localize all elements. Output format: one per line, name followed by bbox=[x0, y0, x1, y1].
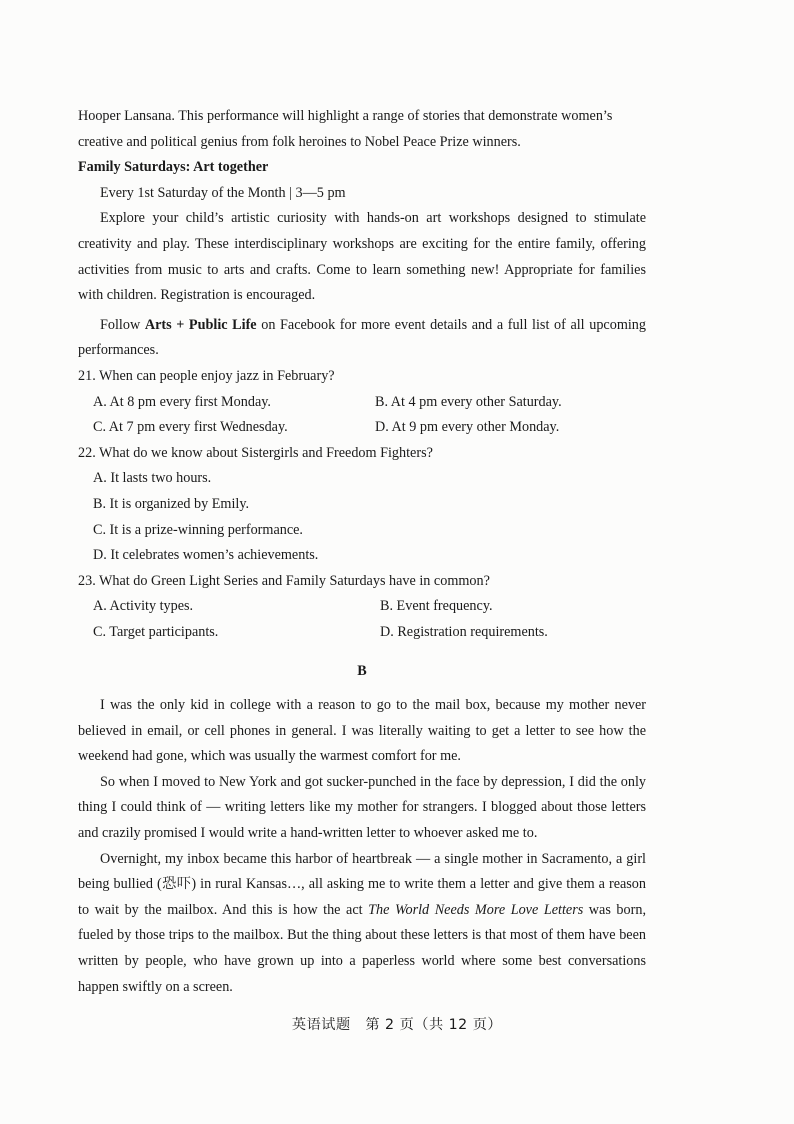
question-23-option-a: A. Activity types. bbox=[93, 598, 194, 615]
question-23-option-d: D. Registration requirements. bbox=[380, 623, 548, 640]
question-23-stem: 23. What do Green Light Series and Family Saturdays have in common? bbox=[78, 572, 490, 589]
question-21-stem: 21. When can people enjoy jazz in February? bbox=[78, 367, 335, 384]
intro-line-2: creative and political genius from folk heroines to Nobel Peace Prize winners. bbox=[78, 133, 521, 150]
question-22-option-a: A. It lasts two hours. bbox=[93, 470, 212, 487]
question-21-option-d: D. At 9 pm every other Monday. bbox=[375, 419, 560, 436]
question-21-option-a: A. At 8 pm every first Monday. bbox=[93, 393, 271, 410]
section-b-title: B bbox=[357, 663, 367, 680]
follow-paragraph bbox=[78, 313, 646, 364]
section-b-paragraph-3-title: The World Needs More Love Letters bbox=[368, 901, 584, 918]
section-b-paragraph-3 bbox=[78, 847, 646, 1001]
page-content bbox=[78, 104, 646, 1000]
follow-brand: Arts + Public Life bbox=[144, 316, 257, 333]
question-23-options-row-2 bbox=[78, 620, 646, 646]
question-22-stem: 22. What do we know about Sistergirls and Freedom Fighters? bbox=[78, 444, 433, 461]
family-saturdays-body: Explore your child’s artistic curiosity with hands-on art workshops designed to stimulate creativity and play. These interdisciplinary workshops are exciting for the entire family, offering activities from music to arts and crafts. Come to learn something new! Appropriate for families with children. Registration is encouraged. bbox=[78, 210, 646, 304]
question-23-option-c: C. Target participants. bbox=[93, 623, 219, 640]
follow-post: on Facebook for more event details and a full list of all upcoming performances. bbox=[78, 316, 646, 359]
question-21-options-row-2 bbox=[78, 415, 646, 441]
section-b-paragraph-2: So when I moved to New York and got sucker-punched in the face by depression, I did the only thing I could think of — writing letters like my mother for strangers. I blogged about those letters and crazily promised I would write a hand-written letter to whoever asked me to. bbox=[78, 773, 646, 842]
question-23-option-b: B. Event frequency. bbox=[380, 598, 493, 615]
question-21-options-row-1 bbox=[78, 390, 646, 416]
family-saturdays-heading: Family Saturdays: Art together bbox=[78, 159, 269, 176]
question-21-option-c: C. At 7 pm every first Wednesday. bbox=[93, 419, 288, 436]
section-b-paragraph-1: I was the only kid in college with a reason to go to the mail box, because my mother never believed in email, or cell phones in general. I was literally waiting to get a letter to see how the weekend had gone, which was usually the warmest comfort for me. bbox=[78, 697, 646, 765]
question-22-option-b: B. It is organized by Emily. bbox=[93, 495, 250, 512]
follow-pre: Follow bbox=[100, 316, 145, 333]
section-b-paragraph-3-part-2: was born, fueled by those trips to the mailbox. But the thing about these letters is that most of them have been written by people, who have grown up into a paperless world where some best conversations happen swiftly on a screen. bbox=[78, 901, 646, 995]
question-22-option-d: D. It celebrates women’s achievements. bbox=[93, 547, 319, 564]
question-23-options-row-1 bbox=[78, 594, 646, 620]
family-saturdays-schedule: Every 1st Saturday of the Month | 3—5 pm bbox=[100, 184, 346, 201]
question-21-option-b: B. At 4 pm every other Saturday. bbox=[375, 393, 562, 410]
question-22-option-c: C. It is a prize-winning performance. bbox=[93, 521, 303, 538]
page-footer: 英语试题 第 2 页（共 12 页） bbox=[291, 1017, 503, 1033]
section-b-paragraph-3-part-1: Overnight, my inbox became this harbor of heartbreak — a single mother in Sacramento, a girl being bullied (恐吓) in rural Kansas…, all asking me to write them a letter and give them a reason to wait by the mailbox. And this is how the act bbox=[78, 850, 646, 918]
intro-line-1: Hooper Lansana. This performance will highlight a range of stories that demonstrate women’s bbox=[78, 108, 613, 124]
